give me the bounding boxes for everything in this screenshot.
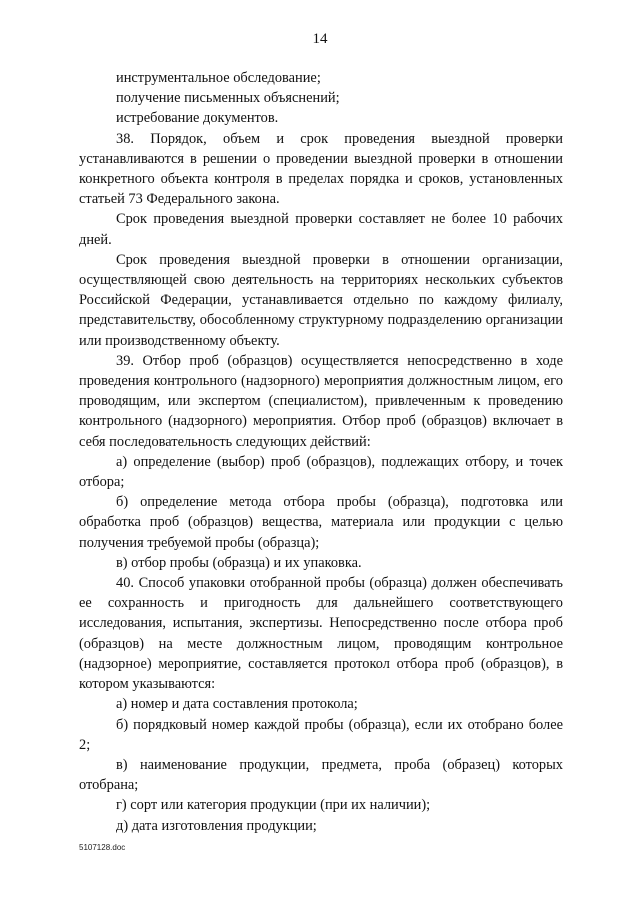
paragraph-39-b: б) определение метода отбора пробы (образца), подготовка или обработка проб (образцов) вещества, материала или продукции с целью получения требуемой пробы (образца); [79,494,563,551]
paragraph-40-v: в) наименование продукции, предмета, проба (образец) которых отобрана; [79,756,563,794]
paragraph-item-40: 40. Способ упаковки отобранной пробы (образца) должен обеспечивать ее сохранность и пригодность для дальнейшего соответствующего исследования, испытания, экспертизы. Непосредственно после отбора проб (образцов) на месте должностным лицом, проводящим контрольное (надзорное) мероприятие, составляется протокол отбора проб (образцов), в котором указываются: [79,575,563,693]
paragraph-written-explanations: получение письменных объяснений; [116,90,340,107]
paragraph-instrumental-inspection: инструментальное обследование; [116,70,321,86]
paragraph-39-v: в) отбор пробы (образца) и их упаковка. [116,554,362,571]
paragraph-item-39: 39. Отбор проб (образцов) осуществляется непосредственно в ходе проведения контрольного (надзорного) мероприятия должностным лицом, его проводящим, или экспертом (специалистом), привлеченным к проведению контрольного (надзорного) мероприятия. Отбор проб (образцов) включает в себя последовательность следующих действий: [79,352,563,450]
paragraph-40-g: г) сорт или категория продукции (при их наличии); [116,797,431,814]
footer-file-reference: 5107128.doc [79,843,126,852]
document-body [79,68,563,836]
paragraph-multi-region-inspection: Срок проведения выездной проверки в отношении организации, осуществляющей свою деятельность на территориях нескольких субъектов Российской Федерации, устанавливается отдельно по каждому филиалу, представительству, обособленному структурному подразделению организации или производственному объекту. [79,251,563,349]
paragraph-39-a: а) определение (выбор) проб (образцов), подлежащих отбору, и точек отбора; [79,453,563,491]
paragraph-40-a: а) номер и дата составления протокола; [116,696,358,713]
paragraph-40-d: д) дата изготовления продукции; [116,817,317,834]
paragraph-40-b: б) порядковый номер каждой пробы (образца), если их отобрано более 2; [79,716,563,753]
paragraph-inspection-duration: Срок проведения выездной проверки составляет не более 10 рабочих дней. [79,211,563,248]
paragraph-item-38: 38. Порядок, объем и срок проведения выездной проверки устанавливаются в решении о проведении выездной проверки в отношении конкретного объекта контроля в пределах порядка и сроков, установленных статьей 73 Федерального закона. [79,130,563,208]
paragraph-document-request: истребование документов. [116,110,279,127]
page-number: 14 [312,31,328,47]
